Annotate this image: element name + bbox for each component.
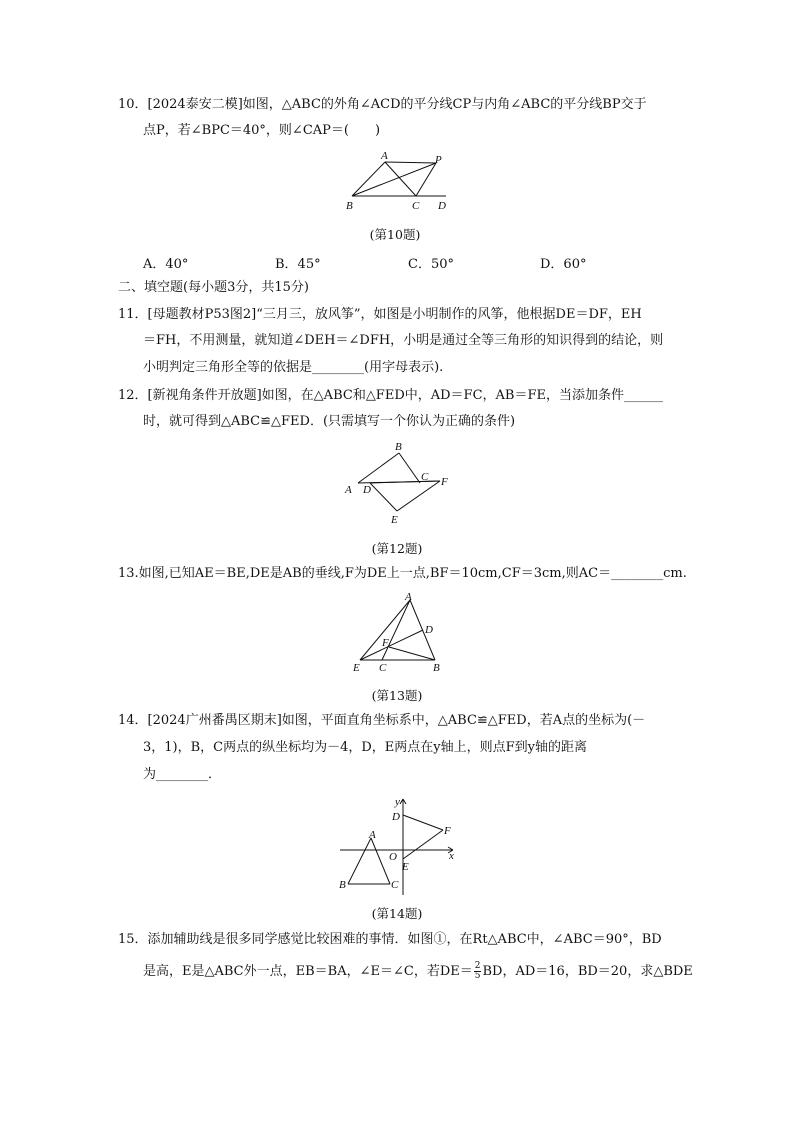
q12-line2: 时，就可得到△ABC≌△FED．(只需填写一个你认为正确的条件) [143,414,516,429]
q13-label-E: E [353,662,360,674]
q10-option-c: C．50° [408,257,454,272]
q10-line1: 10．[2024泰安二模]如图，△ABC的外角∠ACD的平分线CP与内角∠ABC的平分线BP交于 [118,97,647,112]
q10-label-C: C [412,200,420,212]
q12-line1: 12．[新视角条件开放题]如图，在△ABC和△FED中，AD＝FC，AB＝FE，当添加条件______ [118,388,663,403]
q14-label-A: A [369,829,376,841]
q14-line3: 为________． [143,767,222,782]
q10-option-d: D．60° [540,257,587,272]
q14-label-O: O [389,851,397,863]
q10-figure [340,148,460,214]
q12-label-B: B [395,441,402,453]
q10-label-D: D [438,200,446,212]
q15-line2-start: 是高，E是△ABC外一点，EB＝BA，∠E＝∠C，若DE＝ [143,964,473,979]
q10-caption: (第10题) [369,227,421,242]
q14-line2: 3，1)，B，C两点的纵坐标均为－4，D，E两点在y轴上，则点F到y轴的距离 [143,740,588,755]
section2-heading: 二、填空题(每小题3分，共15分) [118,280,309,295]
q15-line1: 15．添加辅助线是很多同学感觉比较困难的事情．如图①，在Rt△ABC中，∠ABC＝90°，BD [118,932,662,947]
q13-caption: (第13题) [371,688,423,703]
q15-fraction-denominator: 5 [474,971,481,981]
q13-figure [345,590,455,680]
q11-line3: 小明判定三角形全等的依据是________(用字母表示). [143,360,444,375]
q14-label-D: D [392,811,400,823]
q13-label-A: A [405,591,412,603]
q12-label-F: F [441,476,448,488]
q10-line2: 点P，若∠BPC＝40°，则∠CAP＝( ) [143,123,381,138]
q15-line2 [143,962,693,981]
q10-label-B: B [346,200,353,212]
q12-label-D: D [363,484,371,496]
q10-label-A: A [381,150,388,162]
q12-figure [340,440,460,530]
q12-label-E: E [391,514,398,526]
q14-line1: 14．[2024广州番禺区期末]如图，平面直角坐标系中，△ABC≌△FED，若A点的坐标为(－ [118,713,646,728]
q12-label-C: C [421,471,429,483]
q15-line2-end: BD，AD＝16，BD＝20，求△BDE [482,964,693,979]
q14-label-F: F [444,825,451,837]
q12-label-A: A [345,484,352,496]
q14-caption: (第14题) [371,906,423,921]
q12-caption: (第12题) [371,541,423,556]
q10-option-b: B．45° [275,257,321,272]
q14-figure [335,795,465,900]
q14-label-B: B [339,879,346,891]
q11-line2: ＝FH，不用测量，就知道∠DEH＝∠DFH，小明是通过全等三角形的知识得到的结论，则 [143,333,664,348]
q14-label-y: y [395,796,400,808]
q13-label-F: F [382,637,389,649]
q13-line1: 13.如图,已知AE＝BE,DE是AB的垂线,F为DE上一点,BF＝10cm,CF＝3cm,则AC＝________cm. [118,566,687,581]
q14-label-E: E [402,861,409,873]
q13-label-B: B [433,662,440,674]
q15-fraction-numerator: 2 [474,961,481,971]
q10-label-P: P [435,154,442,166]
q15-fraction [474,962,482,981]
q10-option-a: A．40° [143,257,189,272]
q13-label-C: C [379,662,387,674]
q11-line1: 11．[母题教材P53图2]“三月三，放风筝”，如图是小明制作的风筝，他根据DE＝DF，EH [118,307,642,322]
q14-label-C: C [391,879,399,891]
q14-label-x: x [449,850,454,862]
q13-label-D: D [425,624,433,636]
